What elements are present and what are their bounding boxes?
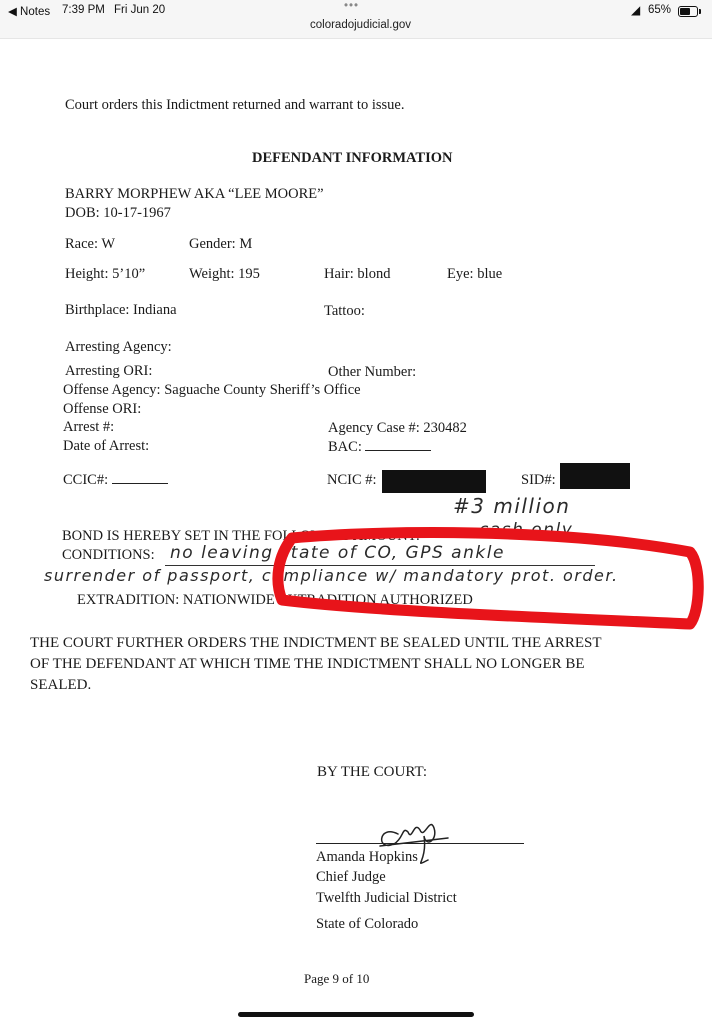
bond-label: BOND IS HEREBY SET IN THE FOLLOWING AMOUNT:	[62, 528, 420, 544]
state: State of Colorado	[316, 916, 419, 932]
signature-line	[316, 843, 524, 844]
date-of-arrest: Date of Arrest:	[63, 438, 150, 454]
url-label[interactable]: coloradojudicial.gov	[310, 19, 412, 31]
bond-amount-handwritten: #3 million	[453, 494, 571, 518]
status-time: 7:39 PM	[62, 4, 105, 16]
back-app-label: Notes	[20, 6, 51, 18]
back-to-app-link[interactable]: ◀ Notes	[8, 6, 51, 18]
other-number: Other Number:	[328, 364, 417, 380]
page-number: Page 9 of 10	[304, 971, 370, 986]
tattoo: Tattoo:	[324, 303, 365, 319]
red-outline-path	[278, 533, 698, 624]
judge-name: Amanda Hopkins	[316, 849, 418, 865]
battery-percent: 65%	[648, 4, 672, 16]
by-the-court: BY THE COURT:	[317, 764, 428, 780]
section-title: DEFENDANT INFORMATION	[252, 150, 453, 166]
judge-title: Chief Judge	[316, 869, 386, 885]
more-dots-icon[interactable]: •••	[344, 0, 360, 12]
wifi-icon: ◢	[631, 3, 641, 17]
bond-cash-handwritten: cash only	[479, 520, 574, 540]
conditions-handwritten-line2: surrender of passport, compliance w/ mandatory prot. order.	[44, 566, 619, 585]
height: Height: 5’10”	[65, 266, 146, 282]
gender: Gender: M	[189, 236, 253, 252]
further-orders-line2: OF THE DEFENDANT AT WHICH TIME THE INDICTMENT SHALL NO LONGER BE	[30, 656, 585, 672]
further-orders-line1: THE COURT FURTHER ORDERS THE INDICTMENT BE SEALED UNTIL THE ARREST	[30, 635, 602, 651]
sid-label: SID#:	[521, 472, 556, 488]
bac-label: BAC:	[328, 439, 362, 455]
hair: Hair: blond	[324, 266, 391, 282]
ncic-label: NCIC #:	[327, 472, 377, 488]
defendant-name: BARRY MORPHEW AKA “LEE MOORE”	[65, 186, 324, 202]
conditions-handwritten-line1: no leaving state of CO, GPS ankle	[170, 543, 505, 563]
eye: Eye: blue	[447, 266, 503, 282]
extradition-line: EXTRADITION: NATIONWIDE EXTRADITION AUTHORIZED	[77, 592, 473, 608]
status-date: Fri Jun 20	[114, 4, 166, 16]
offense-ori: Offense ORI:	[63, 401, 142, 417]
weight: Weight: 195	[189, 266, 260, 282]
offense-agency: Offense Agency: Saguache County Sheriff’s Office	[63, 382, 361, 398]
home-indicator[interactable]	[238, 1012, 474, 1017]
intro-text: Court orders this Indictment returned and warrant to issue.	[65, 97, 405, 113]
further-orders-line3: SEALED.	[30, 677, 92, 693]
agency-case-number: Agency Case #: 230482	[328, 420, 467, 436]
birthplace: Birthplace: Indiana	[65, 302, 177, 318]
arrest-number: Arrest #:	[63, 419, 115, 435]
arresting-agency: Arresting Agency:	[65, 339, 172, 355]
conditions-label: CONDITIONS:	[62, 547, 155, 563]
arresting-ori: Arresting ORI:	[65, 363, 153, 379]
ccic-label: CCIC#:	[63, 472, 109, 488]
district: Twelfth Judicial District	[316, 890, 457, 906]
dob: DOB: 10-17-1967	[65, 205, 171, 221]
race: Race: W	[65, 236, 116, 252]
